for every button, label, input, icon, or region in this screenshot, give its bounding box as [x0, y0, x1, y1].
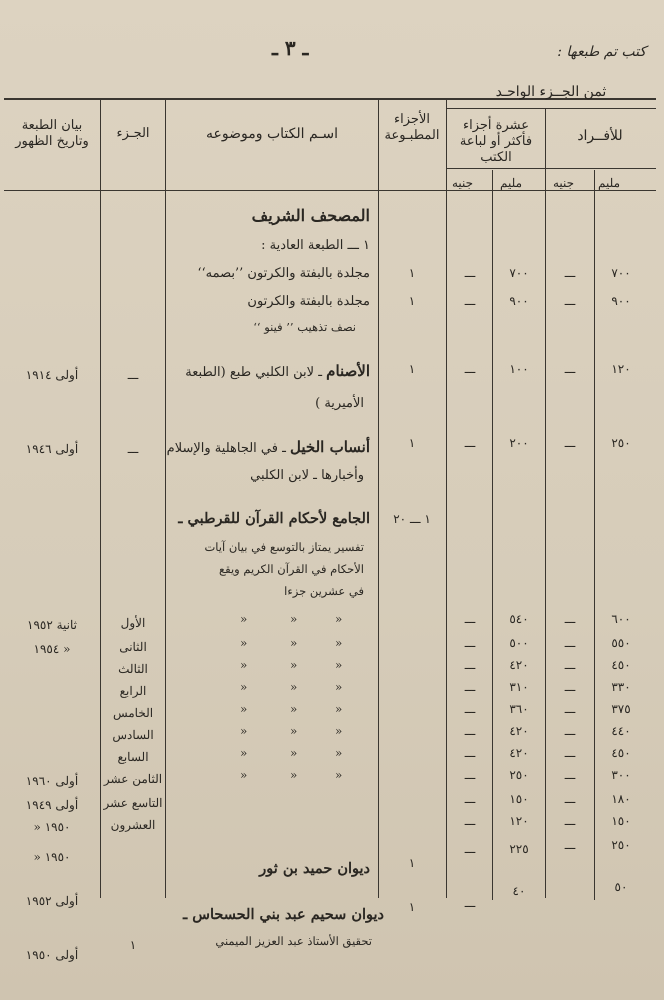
- qurtubi-row-6-part: السادس: [112, 728, 154, 742]
- mushaf-2-indiv-mill: ٩٠٠: [611, 294, 631, 308]
- asnam-ten-pound: ـــ: [464, 362, 476, 376]
- qurtubi-row-10-indiv-mill: ١٥٠: [611, 814, 631, 828]
- part-header: الجـزء: [116, 126, 150, 141]
- qurtubi-row-5-indiv-pound: ـــ: [564, 702, 576, 716]
- qurtubi-row-5-ditto-1: »: [335, 702, 343, 716]
- mushaf-item-2: مجلدة بالبفتة والكرتون: [247, 294, 370, 309]
- qurtubi-row-2-ditto-1: »: [335, 636, 343, 650]
- qurtubi-row-3-ditto-1: »: [335, 658, 343, 672]
- qurtubi-row-10-part: العشرون: [110, 818, 156, 832]
- qurtubi-row-7-ditto-2: »: [290, 746, 298, 760]
- qurtubi-desc-3: في عشرين جزءا: [284, 584, 364, 598]
- qurtubi-row-6-ten-pound: ـــ: [464, 724, 476, 738]
- qurtubi-row-4-indiv-pound: ـــ: [564, 680, 576, 694]
- mushaf-1-volumes: ١: [408, 266, 416, 280]
- ansab-ten-mill: ٢٠٠: [509, 436, 529, 450]
- qurtubi-row-7-ten-pound: ـــ: [464, 746, 476, 760]
- mushaf-2-ten-mill: ٩٠٠: [509, 294, 529, 308]
- asnam-rest-2: الأميرية ): [315, 396, 364, 411]
- mushaf-1-indiv-mill: ٧٠٠: [611, 266, 631, 280]
- qurtubi-row-2-ditto-3: »: [240, 636, 248, 650]
- individuals-header: للأفــراد: [577, 128, 623, 144]
- qurtubi-desc-2: الأحكام في القرآن الكريم ويقع: [219, 562, 364, 576]
- edition-header: بيان الطبعة وتاريخ الظهور: [15, 118, 89, 149]
- header-bottom-rule: [4, 190, 656, 191]
- qurtubi-row-7-ditto-3: »: [240, 746, 248, 760]
- qurtubi-row-5-ditto-2: »: [290, 702, 298, 716]
- suhaym-title: ديوان سحيم عبد بني الحسحاس ـ: [182, 906, 384, 923]
- qurtubi-row-2-edition: « ١٩٥٤: [33, 642, 71, 656]
- asnam-title: الأصنام: [326, 362, 370, 380]
- qurtubi-row-1-indiv-mill: ٦٠٠: [611, 612, 631, 626]
- price-group-rule: [446, 108, 656, 109]
- asnam-ten-mill: ١٠٠: [509, 362, 529, 376]
- qurtubi-row-4-ditto-3: »: [240, 680, 248, 694]
- col-rule-2: [165, 98, 166, 898]
- hamid-ten-mill: ٢٢٥: [509, 842, 529, 856]
- qurtubi-row-9-part: التاسع عشر: [103, 796, 163, 810]
- qurtubi-row-7-ten-mill: ٤٢٠: [509, 746, 529, 760]
- asnam-rest: ـ لابن الكلبي طبع (الطبعة: [185, 365, 323, 380]
- suhaym-ten-pound: ـــ: [464, 896, 476, 910]
- asnam-edition: أولى ١٩١٤: [25, 368, 79, 382]
- qurtubi-row-10-edition: ١٩٥٠ «: [33, 820, 71, 834]
- qurtubi-row-6-ditto-3: »: [240, 724, 248, 738]
- mushaf-title: المصحف الشريف: [251, 206, 370, 225]
- mushaf-subtitle: ١ ـــ الطبعة العادية :: [261, 238, 370, 253]
- qurtubi-row-3-indiv-pound: ـــ: [564, 658, 576, 672]
- ansab-indiv-mill: ٢٥٠: [611, 436, 631, 450]
- qurtubi-row-8-ditto-3: »: [240, 768, 248, 782]
- qurtubi-row-2-part: الثانى: [119, 640, 147, 654]
- qurtubi-desc-1: تفسير يمتاز بالتوسع في بيان آيات: [204, 540, 364, 554]
- qurtubi-row-7-indiv-mill: ٤٥٠: [611, 746, 631, 760]
- qurtubi-row-4-ditto-1: »: [335, 680, 343, 694]
- qurtubi-row-8-edition: أولى ١٩٦٠: [25, 774, 79, 788]
- qurtubi-row-1-ten-pound: ـــ: [464, 612, 476, 626]
- qurtubi-row-8-ten-mill: ٢٥٠: [509, 768, 529, 782]
- suhaym-volumes: ١: [408, 900, 416, 914]
- asnam-indiv-pound: ـــ: [564, 362, 576, 376]
- qurtubi-row-3-ten-pound: ـــ: [464, 658, 476, 672]
- qurtubi-row-7-ditto-1: »: [335, 746, 343, 760]
- suhaym-indiv-mill: ٥٠: [614, 880, 628, 894]
- price-group-header: ثمن الجــزء الواحـد: [495, 84, 607, 100]
- qurtubi-row-8-ten-pound: ـــ: [464, 768, 476, 782]
- volumes-header: الأجزاء المطبـوعة: [384, 112, 440, 143]
- asnam-entry: [185, 362, 370, 380]
- ten-copies-header: عشرة أجزاء فأكثر أو لباعة الكتب: [459, 118, 533, 165]
- qurtubi-row-4-part: الرابع: [119, 684, 147, 698]
- ansab-rest: ـ في الجاهلية والإسلام: [166, 441, 286, 456]
- qurtubi-row-2-ten-mill: ٥٠٠: [509, 636, 529, 650]
- hamid-indiv-pound: ـــ: [564, 838, 576, 852]
- qurtubi-row-6-indiv-pound: ـــ: [564, 724, 576, 738]
- qurtubi-row-4-indiv-mill: ٣٣٠: [611, 680, 631, 694]
- qurtubi-row-5-ten-pound: ـــ: [464, 702, 476, 716]
- title-header: اسـم الكتاب وموضوعه: [206, 126, 338, 142]
- qurtubi-row-6-ten-mill: ٤٢٠: [509, 724, 529, 738]
- ansab-edition: أولى ١٩٤٦: [25, 442, 79, 456]
- col-rule-6: [545, 108, 546, 898]
- qurtubi-row-3-indiv-mill: ٤٥٠: [611, 658, 631, 672]
- qurtubi-row-1-ditto-1: »: [335, 612, 343, 626]
- col-rule-4: [446, 98, 447, 898]
- qurtubi-row-1-ditto-2: »: [290, 612, 298, 626]
- asnam-indiv-mill: ١٢٠: [611, 362, 631, 376]
- ansab-volumes: ١: [408, 436, 416, 450]
- mushaf-2-ten-pound: ـــ: [464, 294, 476, 308]
- qurtubi-row-10-ten-pound: ـــ: [464, 814, 476, 828]
- qurtubi-row-7-part: السابع: [117, 750, 149, 764]
- qurtubi-title: الجامع لأحكام القرآن للقرطبي ـ: [178, 510, 370, 527]
- mushaf-1-ten-pound: ـــ: [464, 266, 476, 280]
- hamid-indiv-mill: ٢٥٠: [611, 838, 631, 852]
- mushaf-2-volumes: ١: [408, 294, 416, 308]
- qurtubi-row-3-part: الثالث: [118, 662, 148, 676]
- mushaf-item-2b: نصف تذهيب ’’ فينو ‘‘: [253, 320, 356, 334]
- currency-rule: [446, 168, 656, 169]
- qurtubi-row-2-indiv-pound: ـــ: [564, 636, 576, 650]
- qurtubi-row-2-ten-pound: ـــ: [464, 636, 476, 650]
- qurtubi-row-6-ditto-2: »: [290, 724, 298, 738]
- qurtubi-volumes: ١ ـــ ٢٠: [393, 512, 431, 526]
- millieme-label-2: مليم: [500, 176, 523, 190]
- qurtubi-row-10-ten-mill: ١٢٠: [509, 814, 529, 828]
- mushaf-item-1: مجلدة بالبفتة والكرتون ’’بصمه‘‘: [197, 266, 370, 281]
- qurtubi-row-8-ditto-2: »: [290, 768, 298, 782]
- mushaf-1-ten-mill: ٧٠٠: [509, 266, 529, 280]
- suhaym-ten-mill: ٤٠: [512, 884, 526, 898]
- ansab-title: أنساب الخيل: [290, 438, 370, 456]
- qurtubi-row-2-ditto-2: »: [290, 636, 298, 650]
- qurtubi-row-1-ditto-3: »: [240, 612, 248, 626]
- qurtubi-row-2-indiv-mill: ٥٥٠: [611, 636, 631, 650]
- qurtubi-row-1-indiv-pound: ـــ: [564, 612, 576, 626]
- qurtubi-row-6-indiv-mill: ٤٤٠: [611, 724, 631, 738]
- qurtubi-row-9-ten-mill: ١٥٠: [509, 792, 529, 806]
- suhaym-edition-2: أولى ١٩٥٠: [25, 948, 79, 962]
- qurtubi-row-3-ten-mill: ٤٢٠: [509, 658, 529, 672]
- qurtubi-row-8-indiv-mill: ٣٠٠: [611, 768, 631, 782]
- ansab-ten-pound: ـــ: [464, 436, 476, 450]
- qurtubi-row-3-ditto-2: »: [290, 658, 298, 672]
- suhaym-edition-1: أولى ١٩٥٢: [25, 894, 79, 908]
- hamid-edition: ١٩٥٠ «: [33, 850, 71, 864]
- ansab-indiv-pound: ـــ: [564, 436, 576, 450]
- page-caption: كتب تم طبعها :: [557, 44, 646, 60]
- col-rule-3: [378, 98, 379, 898]
- millieme-label-1: مليم: [598, 176, 621, 190]
- mushaf-1-indiv-pound: ـــ: [564, 266, 576, 280]
- qurtubi-row-8-ditto-1: »: [335, 768, 343, 782]
- pound-label-2: جنيه: [452, 176, 474, 190]
- qurtubi-row-1-ten-mill: ٥٤٠: [509, 612, 529, 626]
- qurtubi-row-5-ditto-3: »: [240, 702, 248, 716]
- qurtubi-row-10-indiv-pound: ـــ: [564, 814, 576, 828]
- suhaym-part: ١: [129, 938, 137, 952]
- qurtubi-row-4-ditto-2: »: [290, 680, 298, 694]
- mushaf-2-indiv-pound: ـــ: [564, 294, 576, 308]
- ansab-rest-2: وأخبارها ـ لابن الكلبي: [250, 468, 364, 483]
- qurtubi-row-9-indiv-mill: ١٨٠: [611, 792, 631, 806]
- qurtubi-row-9-ten-pound: ـــ: [464, 792, 476, 806]
- qurtubi-row-1-edition: ثانية ١٩٥٢: [27, 618, 77, 632]
- qurtubi-row-1-part: الأول: [120, 616, 146, 630]
- col-rule-5: [492, 170, 493, 900]
- hamid-ten-pound: ـــ: [464, 842, 476, 856]
- hamid-title: ديوان حميد بن ثور: [259, 860, 370, 877]
- qurtubi-row-5-ten-mill: ٣٦٠: [509, 702, 529, 716]
- suhaym-sub: تحقيق الأستاذ عبد العزيز الميمني: [215, 934, 372, 948]
- col-rule-7: [594, 170, 595, 900]
- qurtubi-row-8-part: الثامن عشر: [103, 772, 163, 786]
- qurtubi-row-5-part: الخامس: [112, 706, 154, 720]
- qurtubi-row-9-edition: أولى ١٩٤٩: [25, 798, 79, 812]
- qurtubi-row-6-ditto-1: »: [335, 724, 343, 738]
- qurtubi-row-4-ten-pound: ـــ: [464, 680, 476, 694]
- asnam-part: ـــ: [127, 368, 139, 382]
- hamid-volumes: ١: [408, 856, 416, 870]
- qurtubi-row-3-ditto-3: »: [240, 658, 248, 672]
- ansab-part: ـــ: [127, 442, 139, 456]
- ansab-entry: [167, 438, 370, 456]
- pound-label-1: جنيه: [553, 176, 575, 190]
- col-rule-1: [100, 98, 101, 898]
- asnam-volumes: ١: [408, 362, 416, 376]
- qurtubi-row-9-indiv-pound: ـــ: [564, 792, 576, 806]
- qurtubi-row-4-ten-mill: ٣١٠: [509, 680, 529, 694]
- qurtubi-row-7-indiv-pound: ـــ: [564, 746, 576, 760]
- qurtubi-row-5-indiv-mill: ٣٧٥: [611, 702, 631, 716]
- page-number: ـ ٣ ـ: [272, 36, 309, 60]
- qurtubi-row-8-indiv-pound: ـــ: [564, 768, 576, 782]
